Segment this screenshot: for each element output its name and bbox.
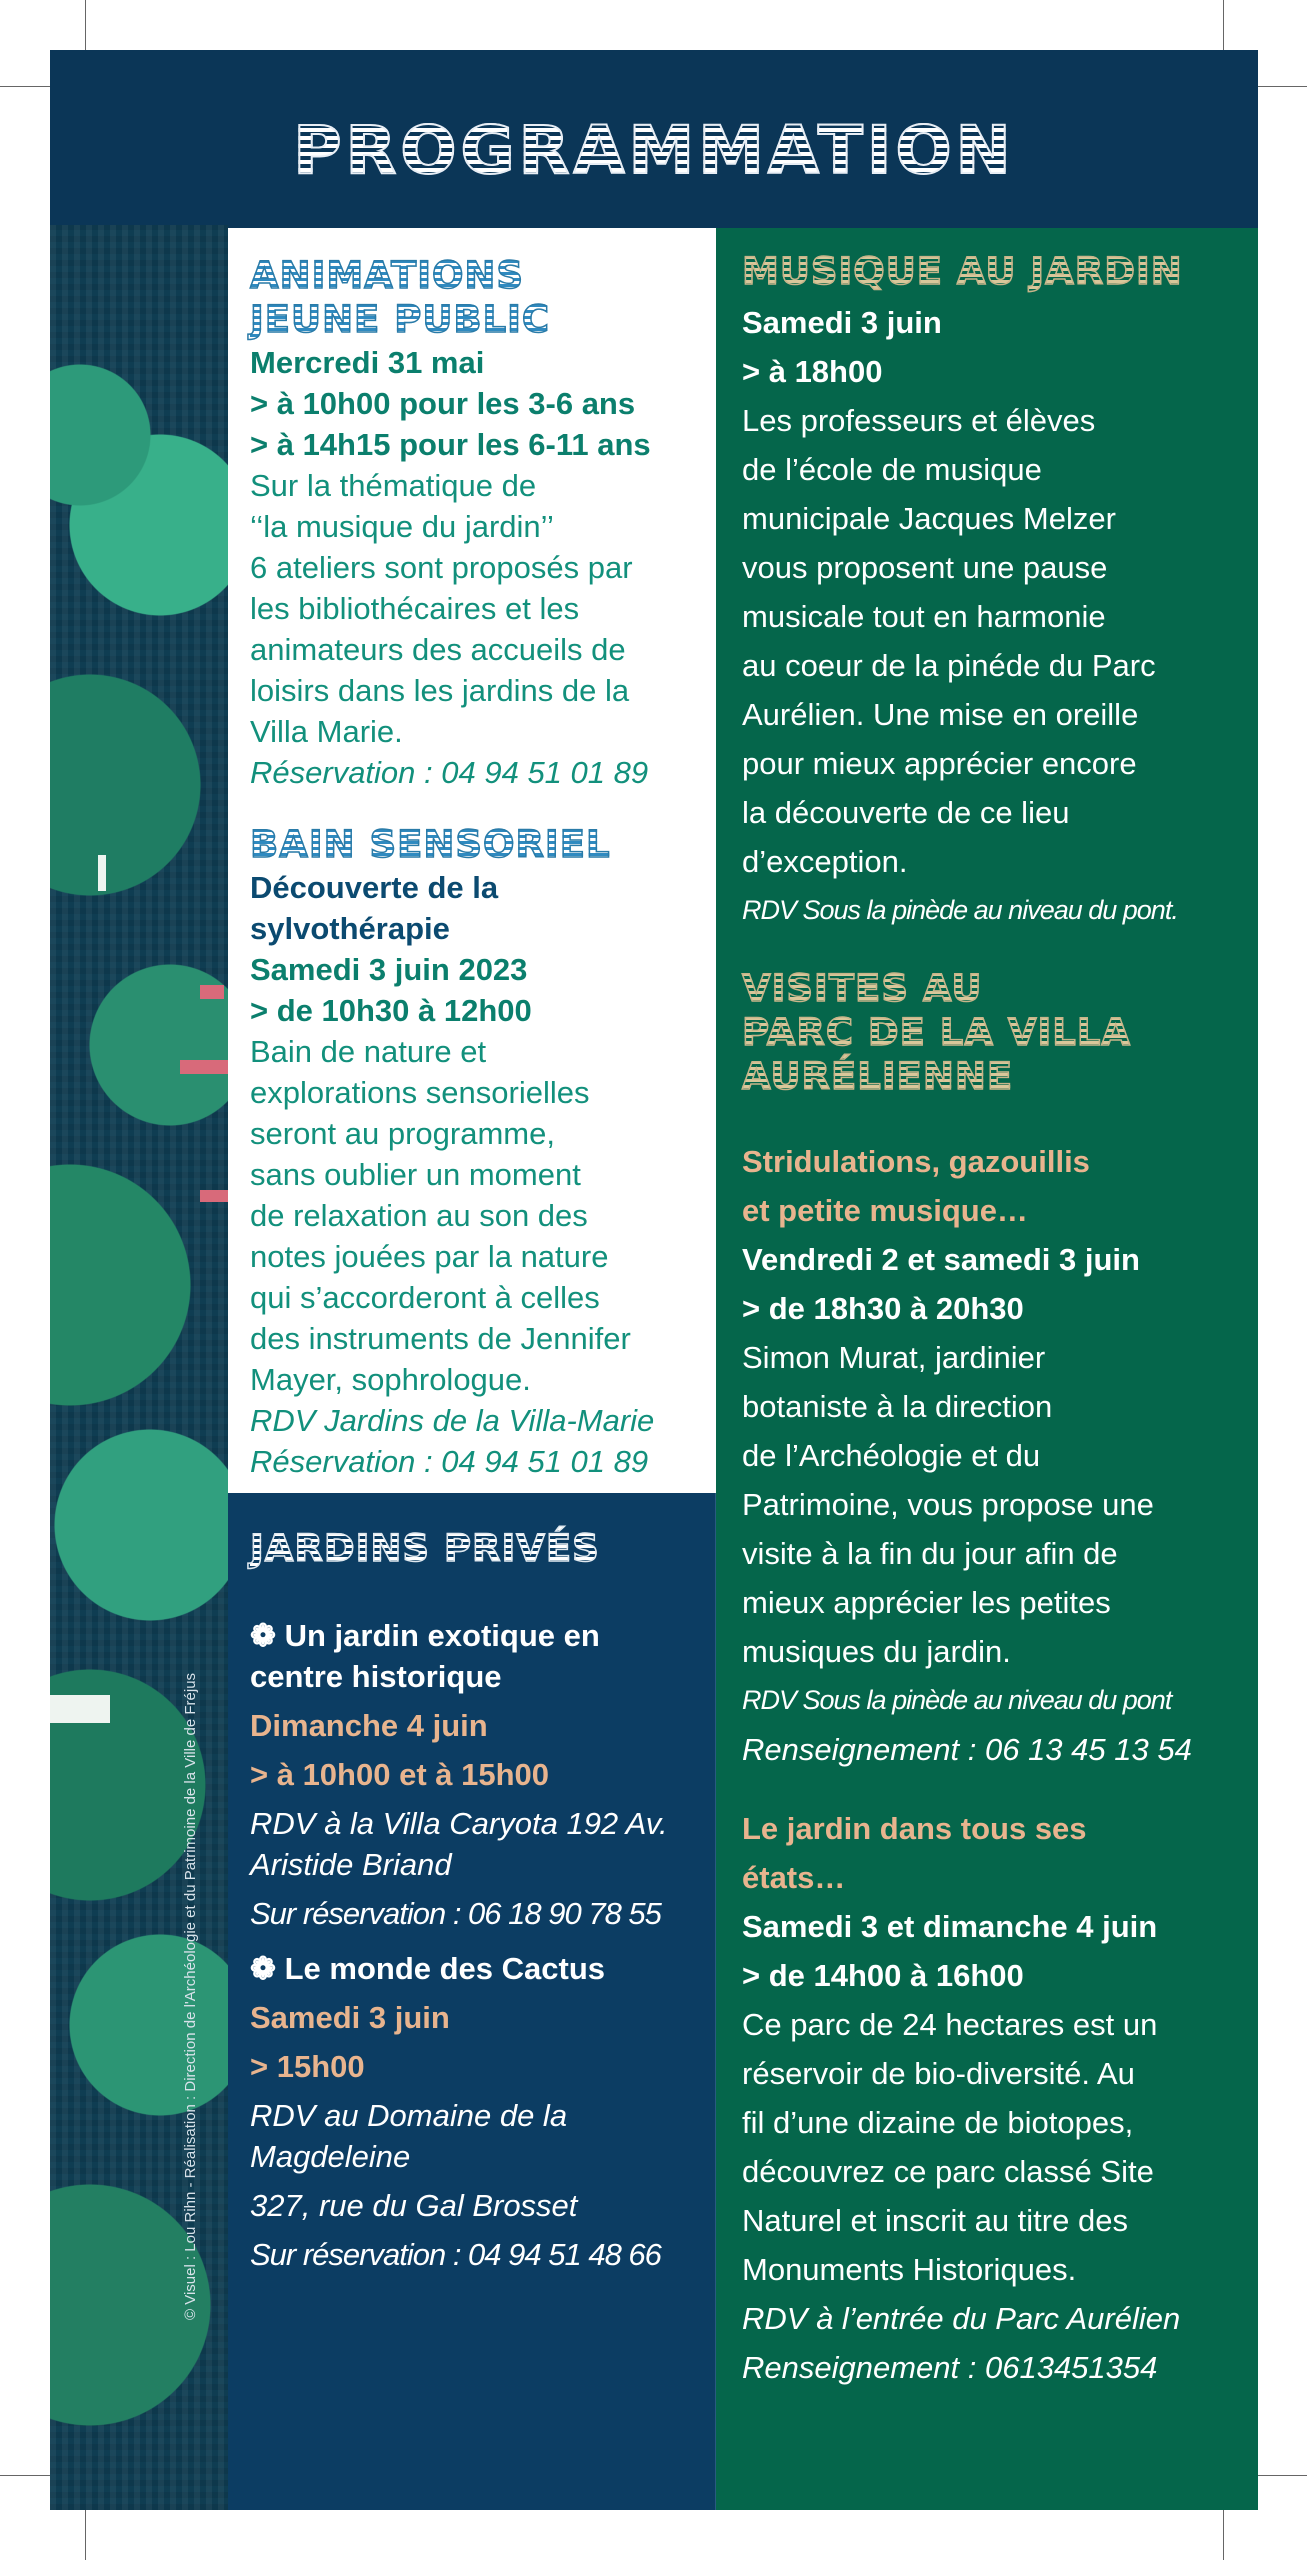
credit-text: © Visuel : Lou Rihn - Réalisation : Direction de l'Archéologie et du Patrimoine de la Ville de Fréjus xyxy=(182,1672,199,2320)
visite-1-text-line: botaniste à la direction xyxy=(742,1389,1053,1424)
visite-1-title-line2: et petite musique… xyxy=(742,1193,1028,1228)
animations-text-line: Sur la thématique de xyxy=(250,468,537,503)
visite-1-text-line: mieux apprécier les petites xyxy=(742,1585,1111,1620)
musique-text-line: pour mieux apprécier encore xyxy=(742,746,1137,781)
jardin-item-2-date: Samedi 3 juin xyxy=(250,2000,450,2035)
visites-heading-line3: AURÉLIENNE xyxy=(742,1055,1240,1099)
jardin-item-1-date: Dimanche 4 juin xyxy=(250,1708,488,1743)
animations-text-line: loisirs dans les jardins de la xyxy=(250,673,630,708)
visite-1-time: > de 18h30 à 20h30 xyxy=(742,1291,1024,1326)
page-title: PROGRAMMATION xyxy=(50,112,1258,189)
white-mark xyxy=(98,855,106,891)
animations-date: Mercredi 31 mai xyxy=(250,345,485,380)
bain-heading: BAIN SENSORIEL xyxy=(250,823,698,867)
animations-time-1: > à 10h00 pour les 3-6 ans xyxy=(250,386,636,421)
musique-date: Samedi 3 juin xyxy=(742,305,942,340)
jardin-item-2-rdv-line1: RDV au Domaine de la xyxy=(250,2098,568,2133)
musique-time: > à 18h00 xyxy=(742,354,883,389)
visite-2-text-line: Ce parc de 24 hectares est un xyxy=(742,2007,1158,2042)
crop-mark xyxy=(1258,86,1307,87)
animations-section xyxy=(228,228,716,1493)
bain-rdv: RDV Jardins de la Villa-Marie xyxy=(250,1403,655,1438)
musique-text-line: musicale tout en harmonie xyxy=(742,599,1106,634)
jardin-item-1-time: > à 10h00 et à 15h00 xyxy=(250,1757,550,1792)
musique-visites-section xyxy=(716,228,1258,2510)
bain-text-line: explorations sensorielles xyxy=(250,1075,590,1110)
jardin-item-1-rdv-line2: Aristide Briand xyxy=(250,1847,452,1882)
musique-text-line: au coeur de la pinéde du Parc xyxy=(742,648,1156,683)
visite-2-date: Samedi 3 et dimanche 4 juin xyxy=(742,1909,1158,1944)
visite-1-title-line1: Stridulations, gazouillis xyxy=(742,1144,1090,1179)
animations-text-line: ‘‘la musique du jardin’’ xyxy=(250,509,554,544)
visite-2-text-line: réservoir de bio-diversité. Au xyxy=(742,2056,1135,2091)
musique-text-line: Les professeurs et élèves xyxy=(742,403,1096,438)
bain-subtitle-line1: Découverte de la xyxy=(250,870,499,905)
flower-icon: ❁ xyxy=(250,1951,285,1986)
visite-2-time: > de 14h00 à 16h00 xyxy=(742,1958,1024,1993)
visites-heading-line1: VISITES AU xyxy=(742,967,1240,1011)
crop-mark xyxy=(85,2510,86,2560)
crop-mark xyxy=(0,86,50,87)
visite-1-rdv: RDV Sous la pinède au niveau du pont xyxy=(742,1685,1172,1715)
crop-mark xyxy=(1223,0,1224,50)
animations-text-line: animateurs des accueils de xyxy=(250,632,626,667)
bain-text-line: seront au programme, xyxy=(250,1116,555,1151)
crop-mark xyxy=(1258,2475,1307,2476)
visite-2-title-line1: Le jardin dans tous ses xyxy=(742,1811,1087,1846)
jardin-item-2-title-text: Le monde des Cactus xyxy=(284,1951,606,1986)
red-mark xyxy=(180,1060,228,1074)
musique-heading: MUSIQUE AU JARDIN xyxy=(742,250,1240,294)
musique-text-line: de l’école de musique xyxy=(742,452,1042,487)
musique-text-line: vous proposent une pause xyxy=(742,550,1108,585)
bain-text-line: sans oublier un moment xyxy=(250,1157,581,1192)
jardin-item-1-rdv-line1: RDV à la Villa Caryota 192 Av. xyxy=(250,1806,668,1841)
visite-2-text-line: découvrez ce parc classé Site xyxy=(742,2154,1154,2189)
visite-1-date: Vendredi 2 et samedi 3 juin xyxy=(742,1242,1140,1277)
animations-text-line: les bibliothécaires et les xyxy=(250,591,580,626)
animations-time-2: > à 14h15 pour les 6-11 ans xyxy=(250,427,651,462)
jardin-item-2-rdv-line2: Magdeleine xyxy=(250,2139,411,2174)
visite-2-title-line2: états… xyxy=(742,1860,846,1895)
white-mark xyxy=(50,1695,110,1723)
bain-reservation: Réservation : 04 94 51 01 89 xyxy=(250,1444,649,1479)
jardin-item-2-reservation: Sur réservation : 04 94 51 48 66 xyxy=(250,2237,661,2272)
jardin-item-1-title-line2: centre historique xyxy=(250,1659,502,1694)
visite-2-text-line: Monuments Historiques. xyxy=(742,2252,1077,2287)
bain-subtitle-line2: sylvothérapie xyxy=(250,911,450,946)
musique-text-line: d’exception. xyxy=(742,844,908,879)
jardins-heading: JARDINS PRIVÉS xyxy=(250,1527,697,1571)
bain-time: > de 10h30 à 12h00 xyxy=(250,993,532,1028)
bain-text-line: Bain de nature et xyxy=(250,1034,487,1069)
crop-mark xyxy=(85,0,86,50)
animations-heading-line2: JEUNE PUBLIC xyxy=(250,298,698,342)
animations-text-line: 6 ateliers sont proposés par xyxy=(250,550,633,585)
animations-heading-line1: ANIMATIONS xyxy=(250,254,698,298)
musique-text-line: la découverte de ce lieu xyxy=(742,795,1070,830)
jardin-item-2-title xyxy=(250,1948,697,1989)
red-mark xyxy=(200,985,224,999)
jardin-item-1-title xyxy=(250,1615,697,1656)
red-mark xyxy=(200,1190,228,1202)
visite-2-rdv: RDV à l’entrée du Parc Aurélien xyxy=(742,2301,1181,2336)
garden-illustration xyxy=(50,225,228,2510)
musique-text-line: municipale Jacques Melzer xyxy=(742,501,1116,536)
visite-2-text-line: Naturel et inscrit au titre des xyxy=(742,2203,1128,2238)
visite-1-text-line: Patrimoine, vous propose une xyxy=(742,1487,1154,1522)
flower-icon: ❁ xyxy=(250,1618,285,1653)
jardin-item-1-reservation: Sur réservation : 06 18 90 78 55 xyxy=(250,1896,661,1931)
bain-text-line: Mayer, sophrologue. xyxy=(250,1362,531,1397)
bain-text-line: qui s’accorderont à celles xyxy=(250,1280,600,1315)
visite-1-text-line: Simon Murat, jardinier xyxy=(742,1340,1046,1375)
visite-1-text-line: de l’Archéologie et du xyxy=(742,1438,1041,1473)
visite-2-text-line: fil d’une dizaine de biotopes, xyxy=(742,2105,1134,2140)
animations-reservation: Réservation : 04 94 51 01 89 xyxy=(250,755,649,790)
programme-page xyxy=(50,50,1258,2510)
visite-2-renseignement: Renseignement : 0613451354 xyxy=(742,2350,1158,2385)
bain-text-line: des instruments de Jennifer xyxy=(250,1321,631,1356)
visite-1-renseignement: Renseignement : 06 13 45 13 54 xyxy=(742,1732,1192,1767)
bain-text-line: notes jouées par la nature xyxy=(250,1239,609,1274)
animations-text-line: Villa Marie. xyxy=(250,714,403,749)
jardin-item-2-time: > 15h00 xyxy=(250,2049,365,2084)
musique-rdv: RDV Sous la pinède au niveau du pont. xyxy=(742,895,1178,925)
visite-1-text-line: musiques du jardin. xyxy=(742,1634,1011,1669)
crop-mark xyxy=(0,2475,50,2476)
bain-text-line: de relaxation au son des xyxy=(250,1198,588,1233)
jardins-section xyxy=(228,1493,716,2510)
crop-mark xyxy=(1223,2510,1224,2560)
bain-date: Samedi 3 juin 2023 xyxy=(250,952,528,987)
jardin-item-1-title-line1: Un jardin exotique en xyxy=(284,1618,600,1653)
visite-1-text-line: visite à la fin du jour afin de xyxy=(742,1536,1118,1571)
jardin-item-2-address: 327, rue du Gal Brosset xyxy=(250,2188,578,2223)
musique-text-line: Aurélien. Une mise en oreille xyxy=(742,697,1139,732)
visites-heading-line2: PARC DE LA VILLA xyxy=(742,1011,1240,1055)
